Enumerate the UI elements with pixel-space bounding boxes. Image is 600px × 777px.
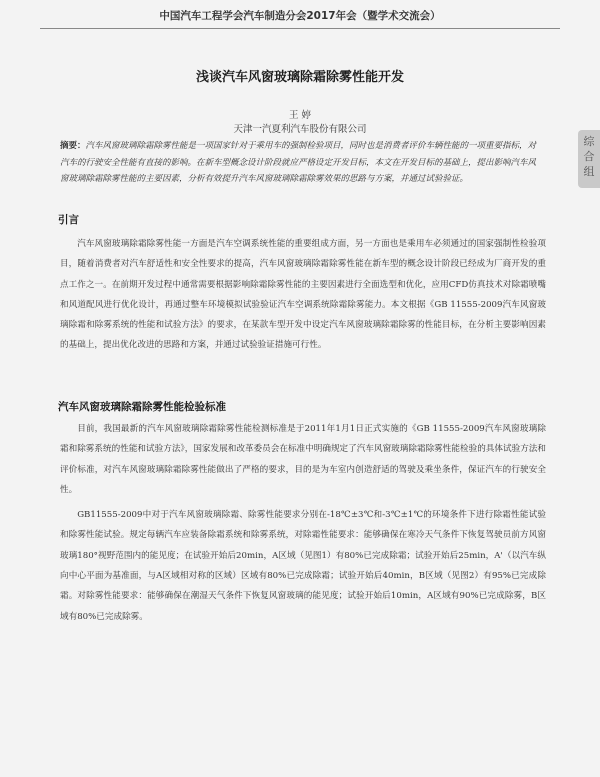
running-header: 中国汽车工程学会汽车制造分会2017年会（暨学术交流会） [159, 10, 441, 22]
paper-title: 浅谈汽车风窗玻璃除霜除雾性能开发 [195, 70, 404, 85]
section-test-standard-body [60, 419, 546, 627]
author-name: 王 婷 [288, 110, 312, 121]
abstract-label: 摘要： [60, 141, 86, 151]
section-side-tab [578, 130, 600, 188]
section-heading-test-standard: 汽车风窗玻璃除霜除雾性能检验标准 [58, 401, 226, 413]
abstract-text: 汽车风窗玻璃除霜除雾性能是一项国家针对于乘用车的强制检验项目，同时也是消费者评价车辆性能的一项重要指标，对汽车的行驶安全性能有直接的影响。在新车型概念设计阶段就应严格设定开发目标，本文在开发目标的基础上，提出影响汽车风窗玻璃除霜除雾性能的主要因素，分析有效提升汽车风窗玻璃除霜除雾效果的思路与方案，并通过试验验证。 [60, 141, 537, 185]
paragraph: 汽车风窗玻璃除霜除雾性能一方面是汽车空调系统性能的重要组成方面，另一方面也是乘用车必须通过的国家强制性检验项目，随着消费者对汽车舒适性和安全性要求的提高，汽车风窗玻璃除霜除雾性能在新车型的概念设计阶段已经成为厂商开发的重点工作之一。在前期开发过程中通常需要根据影响除霜除雾性能的主要因素进行全面选型和优化，应用CFD仿真技术对除霜喷嘴和风道配风进行优化设计，再通过整车环境模拟试验验证汽车空调系统除霜除雾能力。本文根据《GB 11555-2009汽车风窗玻璃除霜和除雾系统的性能和试验方法》的要求，在某款车型开发中设定汽车风窗玻璃除霜除雾的性能目标，在分析主要影响因素的基础上，提出优化改进的思路和方案，并通过试验验证措施可行性。 [60, 239, 546, 351]
section-heading-introduction: 引言 [58, 214, 79, 226]
paragraph: GB11555-2009中对于汽车风窗玻璃除霜、除雾性能要求分别在-18℃±3℃和-3℃±1℃的环境条件下进行除霜性能试验和除雾性能试验。规定每辆汽车应装备除霜系统和除雾系统，对除霜性能要求：能够确保在寒冷天气条件下恢复驾驶员前方风窗玻璃180°视野范围内的能见度；在试验开始后20min，A区域（见图1）有80%已完成除霜；试验开始后25min，A'（以汽车纵向中心平面为基准面，与A区域相对称的区域）区域有80%已完成除霜；试验开始后40min，B区域（见图2）有95%已完成除霜。对除雾性能要求：能够确保在潮湿天气条件下恢复风窗玻璃的能见度；试验开始后10min，A区域有90%已完成除雾，B区域有80%已完成除雾。 [60, 510, 546, 622]
abstract-block [60, 138, 544, 188]
section-introduction-body [60, 234, 546, 356]
paragraph: 目前，我国最新的汽车风窗玻璃除霜除雾性能检测标准是于2011年1月1日正式实施的《GB 11555-2009汽车风窗玻璃除霜和除雾系统的性能和试验方法》，国家发展和改革委员会在标准中明确规定了汽车风窗玻璃除霜除雾性能检验的具体试验方法和评价标准，对汽车风窗玻璃除霜除雾性能做出了严格的要求，目的是为车室内创造舒适的驾驶及乘坐条件，保证汽车的行驶安全性。 [60, 424, 546, 495]
author-affiliation: 天津一汽夏利汽车股份有限公司 [233, 124, 367, 135]
side-tab-label: 综合组 [583, 135, 595, 178]
header-divider [40, 28, 560, 29]
